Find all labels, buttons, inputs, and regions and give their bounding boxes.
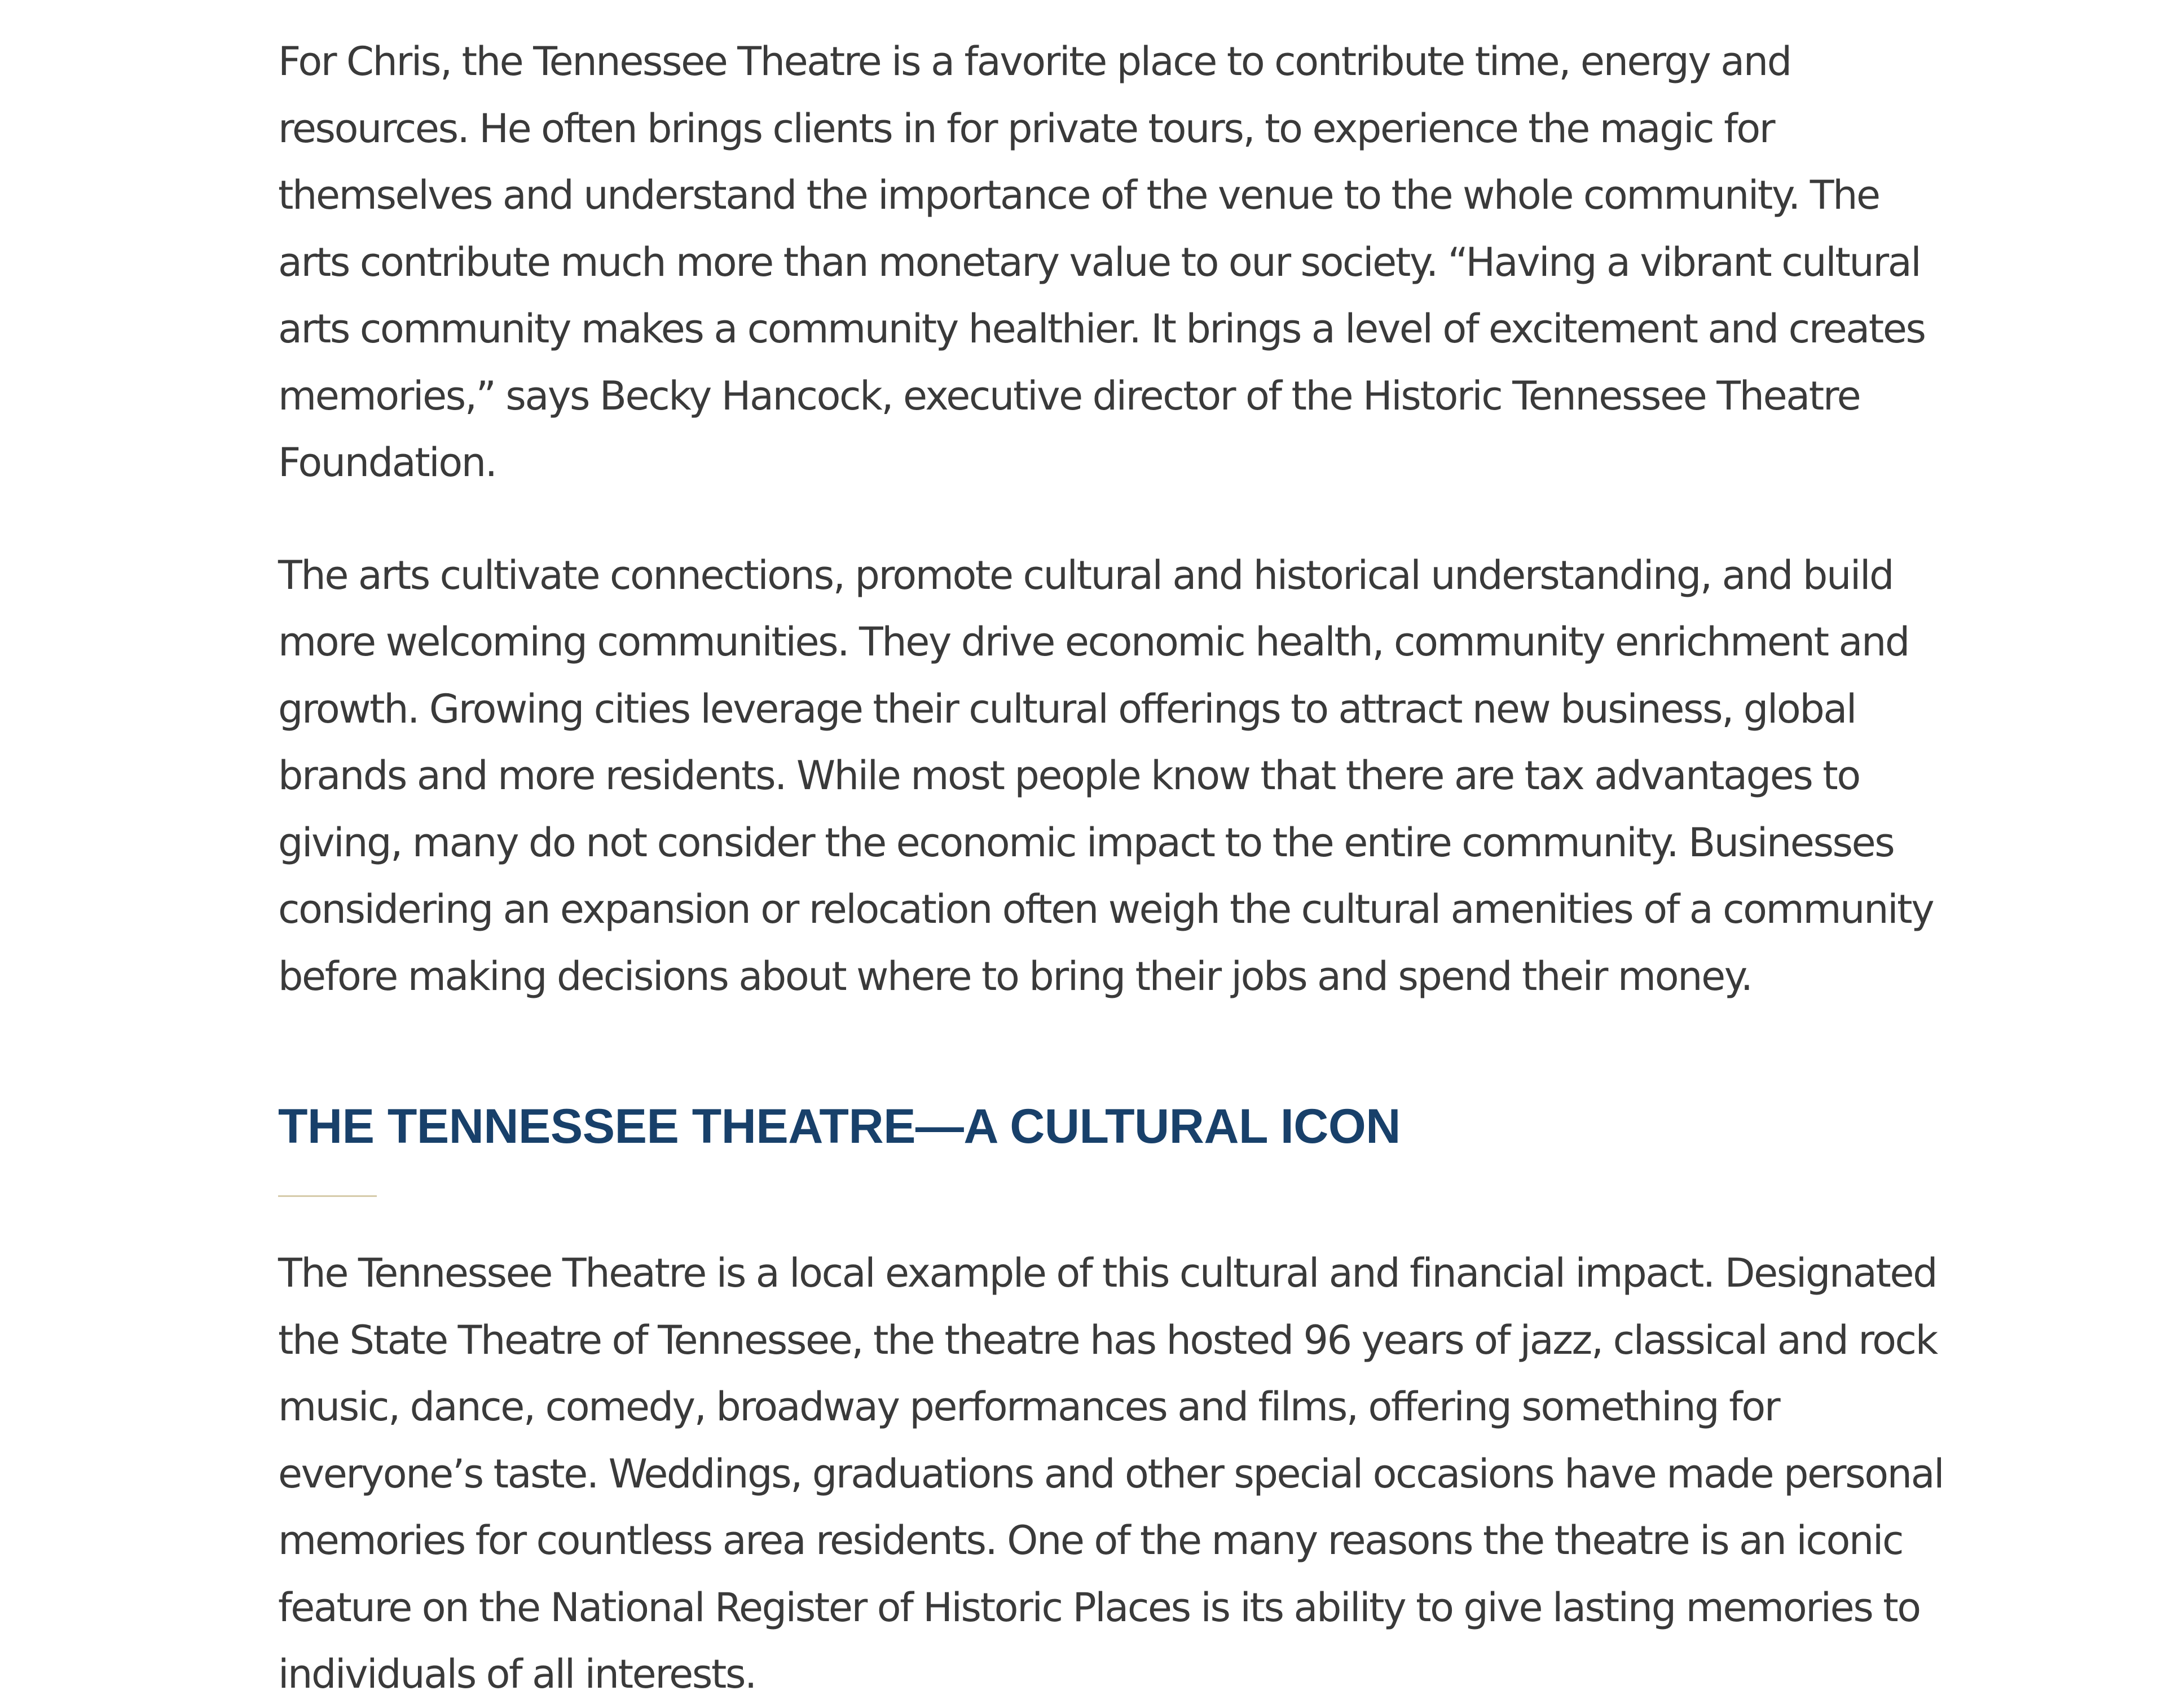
article-body [278, 28, 1948, 1708]
paragraph-arts-cultivate-connections: The arts cultivate connections, promote cultural and historical understanding, and build more welcoming communities. They drive economic health, community enrichment and growth. Growing cities leverage their cultural offerings to attract new business, global brands and more residents. While most people know that there are tax advantages to giving, many do not consider the economic impact to the entire community. Businesses considering an expansion or relocation often weigh the cultural amenities of a community before making decisions about where to bring their jobs and spend their money. [278, 552, 1934, 1000]
heading-divider [278, 1195, 377, 1197]
section-heading: THE TENNESSEE THEATRE—A CULTURAL ICON [278, 1099, 1401, 1154]
paragraph-chris-tennessee-theatre: For Chris, the Tennessee Theatre is a favorite place to contribute time, energy and resources. He often brings clients in for private tours, to experience the magic for themselves and understand the importance of the venue to the whole community. The arts contribute much more than monetary value to our society. “Having a vibrant cultural arts community makes a community healthier. It brings a level of excitement and creates memories,” says Becky Hancock, executive director of the Historic Tennessee Theatre Foundation. [278, 38, 1925, 486]
paragraph-tennessee-theatre-local-example: The Tennessee Theatre is a local example of this cultural and financial impact. Designated the State Theatre of Tennessee, the theatre has hosted 96 years of jazz, classical and rock music, dance, comedy, broadway performances and films, offering something for everyone’s taste. Weddings, graduations and other special occasions have made personal memories for countless area residents. One of the many reasons the theatre is an iconic feature on the National Register of Historic Places is its ability to give lasting memories to individuals of all interests. [278, 1250, 1944, 1697]
